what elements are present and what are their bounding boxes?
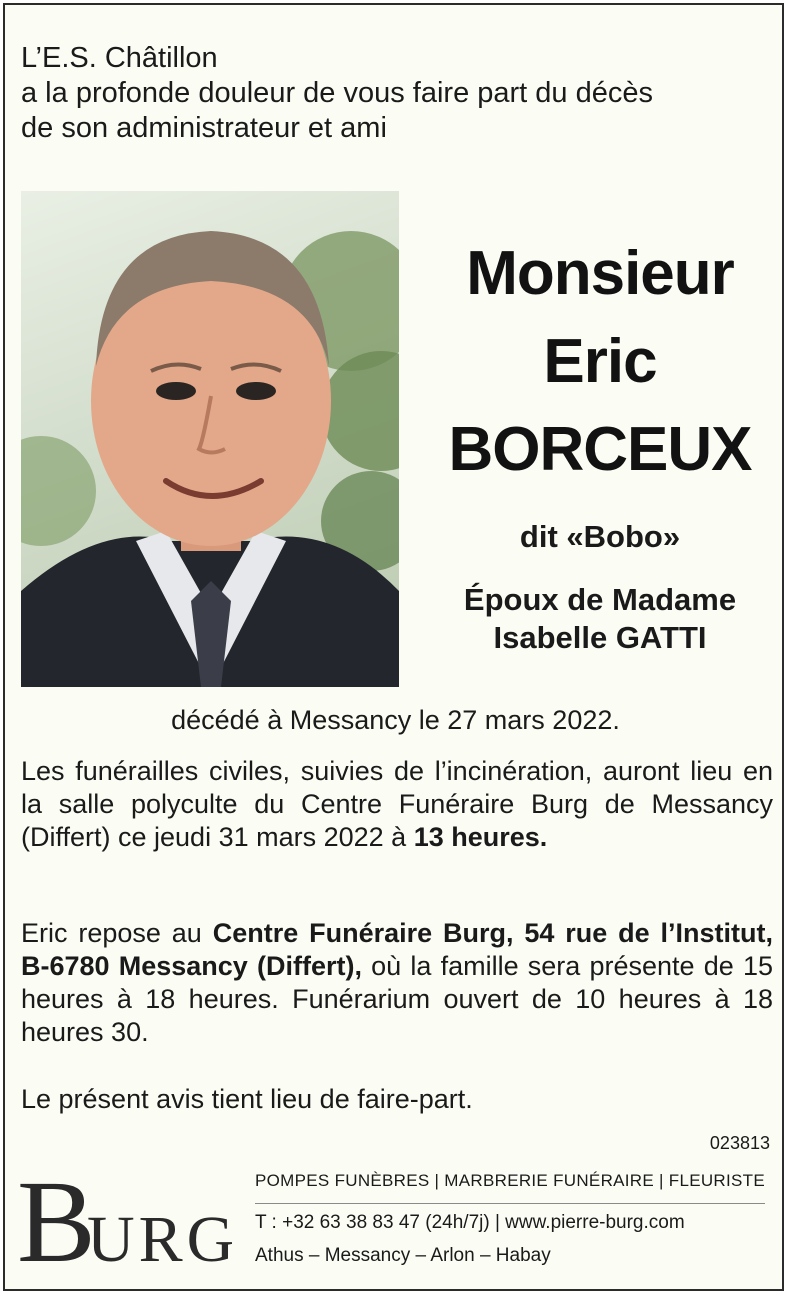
funeral-text: Les funérailles civiles, suivies de l’incinération, auront lieu en la salle polyculte du Centre Funéraire Burg de Messancy (Differt) ce jeudi 31 mars 2022 à — [21, 756, 773, 852]
first-name: Eric — [543, 327, 657, 396]
footer-divider — [255, 1203, 765, 1204]
svg-text:B: B — [17, 1163, 96, 1273]
last-name: BORCEUX — [448, 415, 752, 484]
obituary-notice — [3, 3, 784, 1291]
announcement-line: a la profonde douleur de vous faire part du décès — [21, 77, 653, 109]
contact-line: T : +32 63 38 83 47 (24h/7j) | www.pierre-burg.com — [255, 1212, 685, 1233]
closing-text: Le présent avis tient lieu de faire-part. — [21, 1084, 473, 1114]
funeral-paragraph — [21, 755, 773, 854]
portrait-photo — [21, 191, 399, 687]
deceased-name — [415, 230, 785, 494]
funeral-time: 13 heures. — [413, 822, 548, 852]
honorific: Monsieur — [466, 239, 734, 308]
intro-text — [21, 41, 776, 146]
relation-line: de son administrateur et ami — [21, 112, 387, 144]
club-name: L’E.S. Châtillon — [21, 42, 218, 74]
death-notice: décédé à Messancy le 27 mars 2022. — [171, 705, 620, 735]
rest-prefix: Eric repose au — [21, 918, 213, 948]
towns-line: Athus – Messancy – Arlon – Habay — [255, 1245, 551, 1266]
rest-address: Centre Funéraire Burg, 54 rue de l’Institut, B-6780 Messancy (Differt), — [21, 918, 774, 981]
spouse-line-2: Isabelle GATTI — [493, 620, 707, 655]
spouse-line-1: Époux de Madame — [463, 582, 737, 617]
svg-text:URG: URG — [87, 1203, 232, 1273]
services-line: POMPES FUNÈBRES | MARBRERIE FUNÉRAIRE | FLEURISTE — [255, 1171, 765, 1190]
nickname: dit «Bobo» — [519, 519, 681, 554]
rest-paragraph — [21, 917, 773, 1049]
rest-suffix: où la famille sera présente de 15 heures à 18 heures. Funérarium ouvert de 10 heures à 18 heures 30. — [21, 951, 773, 1047]
spouse-info — [415, 581, 785, 657]
reference-number: 023813 — [709, 1133, 770, 1153]
burg-logo — [17, 1163, 232, 1273]
